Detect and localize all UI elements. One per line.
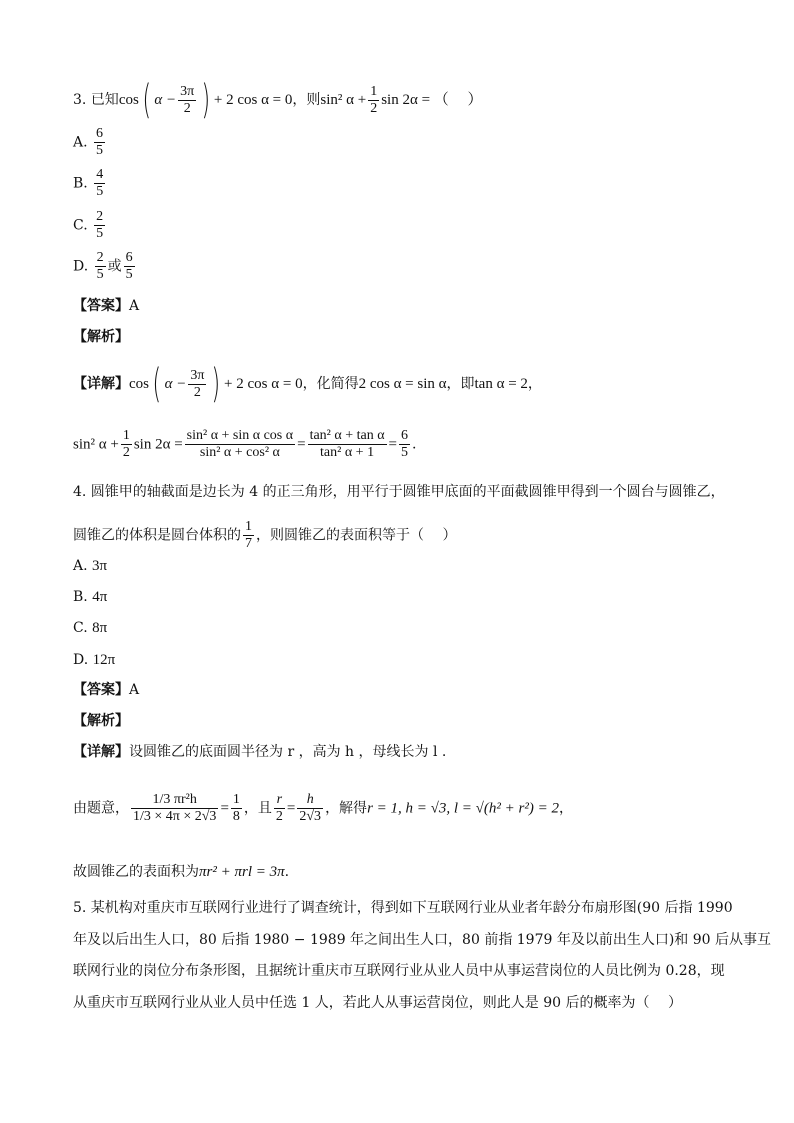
q3-detail-text1: ，化简得 — [302, 376, 359, 392]
option-label: C. — [73, 620, 88, 636]
q3-detail-text2: ，即 — [446, 376, 475, 392]
q3-l2-frac2-den: tan² α + 1 — [320, 445, 375, 460]
option-fraction-den: 5 — [125, 267, 133, 282]
q3-detail-cos: cos — [129, 376, 149, 392]
q3-l2-frac1-den: sin² α + cos² α — [199, 445, 280, 460]
q3-detail-eq1: 2 cos α = sin α — [358, 376, 447, 392]
option-fraction-num: 4 — [96, 167, 104, 182]
q3-detail-fraction-den: 2 — [193, 384, 201, 400]
q3-detail-fraction-num: 3π — [190, 367, 205, 383]
q3-alpha-minus: α − — [154, 92, 177, 108]
q4-detail-text: 设圆锥乙的底面圆半径为 r ，高为 h ，母线长为 l . — [129, 744, 447, 760]
option-fraction-num: 2 — [96, 250, 104, 265]
q5-stem-line4: 从重庆市互联网行业从业人员中任选 1 人，若此人从事运营岗位，则此人是 90 后的概率为（ ） — [73, 995, 682, 1011]
q4-eq-frac3 — [274, 792, 285, 825]
q4-conclusion-end: . — [284, 864, 290, 880]
q3-expr1: sin² α + — [320, 92, 367, 108]
q3-left-paren: ( — [142, 77, 151, 123]
q4-eq-frac1-den: 1/3 × 4π × 2√3 — [133, 809, 217, 824]
q3-l2-frac3 — [399, 428, 410, 461]
q4-option-a — [73, 556, 107, 576]
q3-l2-frac3-den: 5 — [401, 445, 409, 460]
q3-l2-frac2-num: tan² α + tan α — [309, 428, 385, 443]
q3-option-a — [73, 126, 107, 159]
q4-eq-pre: 由题意， — [73, 800, 129, 817]
q3-detail-left-paren: ( — [152, 361, 162, 407]
q3-half-den: 2 — [370, 100, 378, 116]
q3-analysis-tag — [73, 327, 129, 347]
q3-fraction-den: 2 — [183, 100, 191, 116]
option-value: 3π — [92, 558, 108, 574]
option-label: B. — [73, 589, 88, 605]
q4-conclusion — [73, 862, 289, 882]
q4-option-d — [73, 650, 115, 670]
q3-l2-half — [121, 428, 132, 461]
q4-eq-frac1 — [131, 792, 218, 825]
option-value: 8π — [92, 620, 108, 636]
q4-detail-line1 — [73, 742, 446, 762]
q4-stem-line2 — [73, 519, 456, 552]
option-fraction — [94, 209, 105, 242]
option-label: C. — [73, 217, 88, 234]
q4-conclusion-text: 故圆锥乙的表面积为 — [73, 864, 199, 880]
option-fraction-den: 5 — [96, 226, 104, 241]
q4-eq-frac4-den: 2√3 — [299, 809, 322, 824]
option-fraction-num: 6 — [125, 250, 133, 265]
option-fraction-den: 5 — [96, 143, 104, 158]
q3-cond-right: + 2 cos α = 0 — [213, 92, 293, 108]
q4-fraction — [243, 519, 254, 552]
q3-detail-line1 — [73, 361, 542, 407]
q4-eq-frac1-num: 1/3 πr²h — [131, 792, 218, 809]
q3-fraction — [178, 84, 196, 117]
option-value: 4π — [92, 589, 108, 605]
q4-eq-mid: ，且 — [243, 800, 272, 817]
q4-eq-eq: = — [220, 800, 229, 817]
option-fraction-den: 5 — [96, 267, 104, 282]
option-label: D. — [73, 258, 89, 275]
q4-conclusion-eq: πr² + πrl = 3π — [199, 864, 285, 880]
q4-eq-result: r = 1, h = √3, l = √(h² + r²) = 2 — [367, 800, 559, 817]
q4-option-b — [73, 587, 107, 607]
q4-fraction-den: 7 — [245, 536, 252, 551]
q3-l2-frac2 — [308, 428, 387, 461]
detail-tag: 【详解】 — [73, 744, 129, 760]
q4-fraction-num: 1 — [245, 519, 252, 534]
option-label: A. — [73, 134, 88, 151]
q3-l2-half-den: 2 — [122, 445, 130, 460]
q4-eq-frac4 — [297, 792, 323, 825]
q3-expr2: sin 2α = （ ） — [381, 92, 483, 108]
answer-tag: 【答案】 — [73, 298, 129, 314]
q3-option-d — [73, 250, 137, 283]
analysis-tag: 【解析】 — [73, 329, 129, 345]
q4-eq-end: ， — [558, 800, 573, 817]
option-value: 12π — [92, 652, 116, 668]
q4-eq-frac2-den: 8 — [232, 809, 240, 824]
q4-option-c — [73, 618, 107, 638]
q3-detail-right-paren: ) — [211, 361, 221, 407]
q4-answer — [73, 680, 139, 700]
q3-l2-eq: = — [297, 436, 306, 453]
q5-stem-line1: 5. 某机构对重庆市互联网行业进行了调查统计，得到如下互联网行业从业者年龄分布扇形图(90 后指 1990 — [73, 900, 733, 916]
q4-stem-text: 圆锥乙的体积是圆台体积的 — [73, 527, 241, 544]
analysis-tag: 【解析】 — [73, 713, 129, 729]
q4-eq-frac2-num: 1 — [232, 792, 240, 807]
option-label: D. — [73, 652, 89, 668]
q3-l2-a: sin² α + — [73, 436, 119, 453]
option-or: 或 — [107, 258, 122, 275]
option-fraction — [95, 250, 106, 283]
answer-value: A — [129, 298, 140, 314]
q4-analysis-tag — [73, 711, 129, 731]
q3-answer — [73, 296, 139, 316]
q4-eq-frac3-num: r — [274, 792, 285, 809]
q3-detail-end: ， — [527, 376, 542, 392]
option-label: A. — [73, 558, 88, 574]
q3-detail-alpha: α − — [164, 376, 187, 392]
q3-number: 3. — [73, 92, 91, 108]
q3-stem — [73, 77, 483, 123]
option-fraction — [94, 126, 105, 159]
q3-l2-frac3-num: 6 — [401, 428, 409, 443]
q4-eq-frac2 — [231, 792, 242, 825]
q3-l2-frac1-num: sin² α + sin α cos α — [186, 428, 294, 443]
q3-detail-eq2: tan α = 2 — [474, 376, 528, 392]
q3-l2-frac1 — [185, 428, 295, 461]
q3-mid-text: ，则 — [292, 92, 321, 108]
q3-detail-cond: + 2 cos α = 0 — [224, 376, 303, 392]
detail-tag: 【详解】 — [73, 376, 129, 392]
q3-l2-b: sin 2α = — [133, 436, 183, 453]
q5-stem-line3: 联网行业的岗位分布条形图，且据统计重庆市互联网行业从业人员中从事运营岗位的人员比例为 0.28，现 — [73, 963, 725, 979]
option-fraction — [94, 167, 105, 200]
q5-stem-line2: 年及以后出生人口，80 后指 1980 − 1989 年之间出生人口，80 前指 1979 年及以前出生人口)和 90 后从事互 — [73, 932, 772, 948]
q3-fraction-num: 3π — [180, 83, 195, 99]
q3-right-paren: ) — [201, 77, 211, 123]
q4-stem-line1: 4. 圆锥甲的轴截面是边长为 4 的正三角形，用平行于圆锥甲底面的平面截圆锥甲得到一个圆台与圆锥乙， — [73, 484, 725, 500]
option-label: B. — [73, 175, 88, 192]
q3-l2-end: . — [412, 436, 417, 453]
q4-eq-frac4-num: h — [297, 792, 323, 809]
option-fraction-num: 6 — [96, 126, 104, 141]
q3-cos: cos — [118, 92, 139, 108]
q3-detail-fraction — [188, 368, 206, 401]
q4-eq-solve: ，解得 — [325, 800, 368, 817]
option-fraction-den: 5 — [96, 184, 104, 199]
answer-value: A — [129, 682, 140, 698]
q3-option-c — [73, 209, 107, 242]
option-fraction-2 — [124, 250, 135, 283]
q4-eq-frac3-den: 2 — [275, 809, 283, 824]
q3-l2-half-num: 1 — [122, 428, 130, 443]
q4-stem-end: ，则圆锥乙的表面积等于（ ） — [256, 527, 457, 544]
q3-half — [368, 84, 379, 117]
q3-half-num: 1 — [370, 83, 378, 99]
q4-equation-line: 由题意， $\frac{\text{1/3 πr²h}}{1/3 \times 4\pi \times 2√3}$ = $\frac{1}{8}$ ，且 $\frac{r}{2}$ = $\frac{h}{2√3}$ ，解得r = 1, h = √3, l = √(h² + r²) = 2， — [73, 792, 573, 824]
q3-option-b — [73, 167, 107, 200]
q3-stem-text: 已知 — [90, 92, 119, 108]
answer-tag: 【答案】 — [73, 682, 129, 698]
q3-detail-line2 — [73, 428, 416, 461]
option-fraction-num: 2 — [96, 209, 104, 224]
q3-l2-eq2: = — [388, 436, 398, 453]
